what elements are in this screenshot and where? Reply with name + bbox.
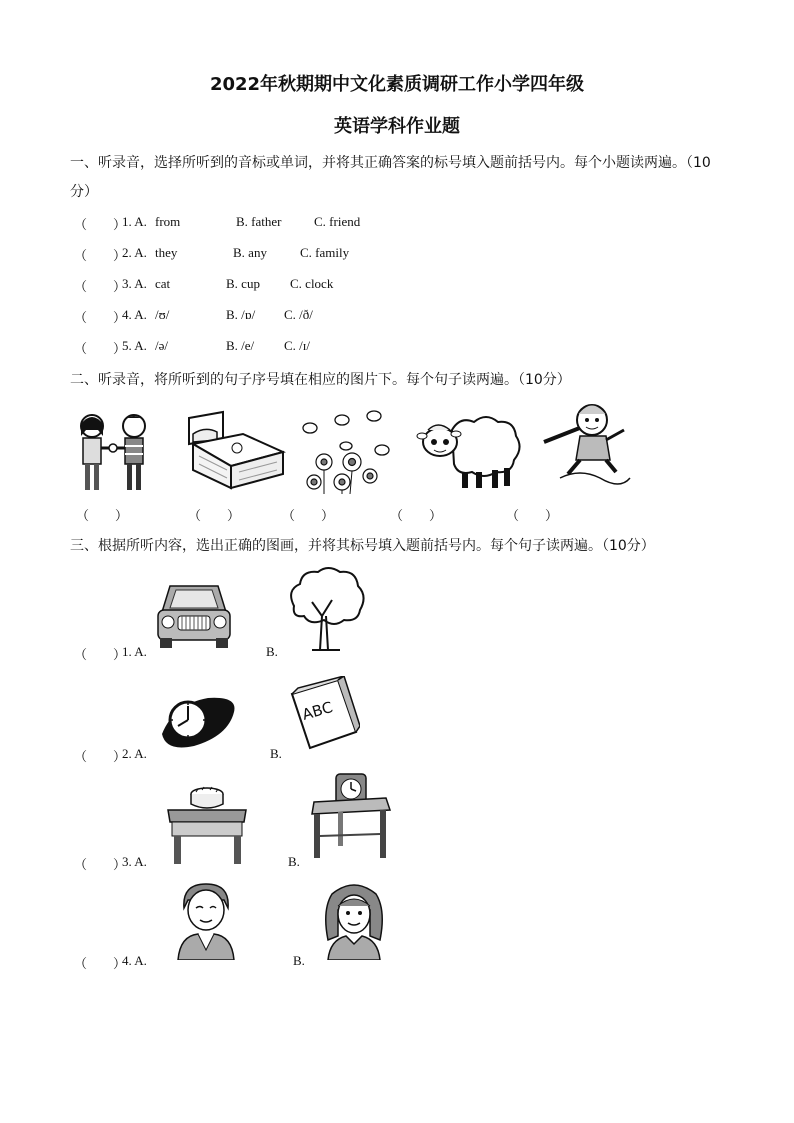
answer-bracket[interactable]: （ ） xyxy=(74,647,127,662)
answer-bracket[interactable]: （ ） xyxy=(74,956,127,971)
handshake-picture xyxy=(70,408,160,494)
bed-picture xyxy=(183,408,287,494)
woman-picture xyxy=(320,880,388,960)
clock-on-desk-picture xyxy=(308,772,392,862)
answer-bracket[interactable]: （ ） xyxy=(74,857,127,872)
option-b-label: B. xyxy=(288,854,300,869)
man-picture xyxy=(176,880,236,960)
question-number: 4. A. xyxy=(122,307,147,322)
bees-flowers-picture xyxy=(296,406,396,496)
question-number: 2. A. xyxy=(122,245,147,260)
answer-bracket[interactable]: （ ） xyxy=(74,341,127,356)
answer-bracket[interactable]: （ ） xyxy=(74,217,127,232)
section2-heading: 二、听录音，将所听到的句子序号填在相应的图片下。每个句子读两遍。（10分） xyxy=(70,372,571,388)
picture-bracket[interactable]: （ ） xyxy=(76,508,129,523)
option-b-label: B. xyxy=(293,953,305,968)
picture-bracket[interactable]: （ ） xyxy=(282,508,335,523)
option-c: C. /ɪ/ xyxy=(284,338,311,353)
option-c: C. /ð/ xyxy=(284,307,313,322)
option-b: B. father xyxy=(236,214,282,229)
option-b: B. any xyxy=(233,245,267,260)
option-c: C. family xyxy=(300,245,350,260)
option-a: cat xyxy=(155,276,171,291)
section1-heading-cont: 分） xyxy=(70,184,98,200)
option-b: B. /e/ xyxy=(226,338,255,353)
monkey-king-picture xyxy=(540,398,636,490)
question-number: 2. A. xyxy=(122,746,147,761)
option-b-label: B. xyxy=(270,746,282,761)
section1-heading: 一、听录音，选择所听到的音标或单词，并将其正确答案的标号填入题前括号内。每个小题读两遍。（10 xyxy=(70,155,711,171)
tree-picture xyxy=(286,566,366,652)
watch-picture xyxy=(158,690,238,752)
answer-bracket[interactable]: （ ） xyxy=(74,248,127,263)
picture-bracket[interactable]: （ ） xyxy=(506,508,559,523)
picture-bracket[interactable]: （ ） xyxy=(390,508,443,523)
answer-bracket[interactable]: （ ） xyxy=(74,279,127,294)
question-number: 1. A. xyxy=(122,214,147,229)
option-a: they xyxy=(155,245,178,260)
abc-book-picture xyxy=(288,676,360,752)
option-a: from xyxy=(155,214,181,229)
answer-bracket[interactable]: （ ） xyxy=(74,310,127,325)
question-number: 3. A. xyxy=(122,276,147,291)
question-number: 5. A. xyxy=(122,338,147,353)
option-c: C. friend xyxy=(314,214,361,229)
question-number: 3. A. xyxy=(122,854,147,869)
section3-heading: 三、根据所听内容，选出正确的图画，并将其标号填入题前括号内。每个句子读两遍。（10分） xyxy=(70,538,655,554)
option-b-label: B. xyxy=(266,644,278,659)
picture-bracket[interactable]: （ ） xyxy=(188,508,241,523)
question-number: 4. A. xyxy=(122,953,147,968)
option-c: C. clock xyxy=(290,276,334,291)
cake-on-desk-picture xyxy=(164,780,250,866)
option-a: /ʊ/ xyxy=(155,307,170,322)
option-b: B. /ɒ/ xyxy=(226,307,256,322)
option-b: B. cup xyxy=(226,276,260,291)
page-title: 2022年秋期期中文化素质调研工作小学四年级 xyxy=(209,74,585,95)
question-number: 1. A. xyxy=(122,644,147,659)
answer-bracket[interactable]: （ ） xyxy=(74,749,127,764)
car-picture xyxy=(156,572,232,650)
sheep-picture xyxy=(416,408,524,494)
option-a: /ə/ xyxy=(155,338,168,353)
page-subtitle: 英语学科作业题 xyxy=(334,116,460,137)
book-cover-text: ABC xyxy=(300,698,335,724)
